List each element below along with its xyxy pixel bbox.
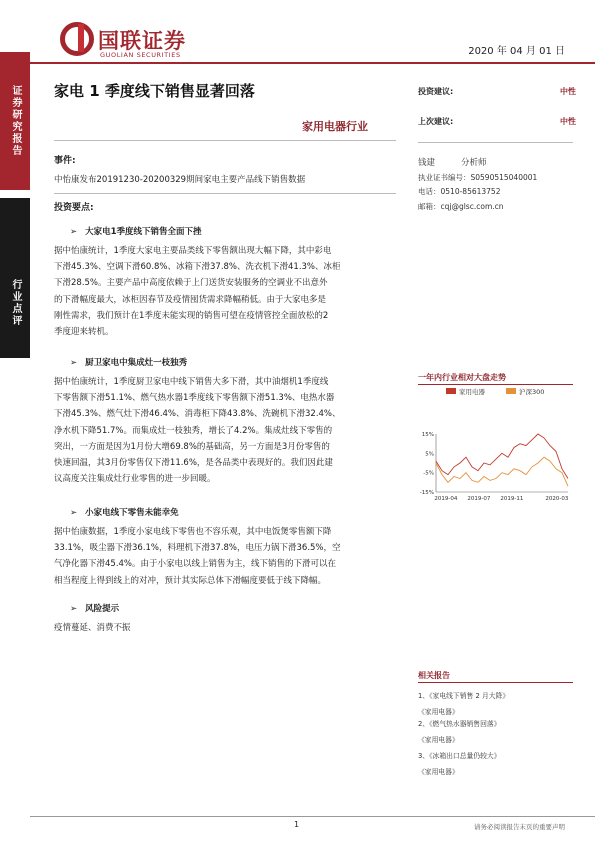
points-heading: 投资要点: [54, 203, 94, 213]
report-title: 家电 1 季度线下销售显著回落 [54, 82, 255, 100]
related-report-source: 《家用电器》 [418, 736, 459, 744]
related-report-source: 《家用电器》 [418, 708, 459, 716]
legend-label: 家用电器 [459, 388, 485, 396]
rating-divider [418, 142, 573, 143]
section-title-3: ➢ 小家电线下零售未能幸免 [70, 508, 179, 518]
series-line [436, 457, 568, 486]
section-body-2: 据中怡康统计，1季度厨卫家电中线下销售大多下滑，其中油烟机1季度线 下零售额下滑51.1%、燃气热水器1季度线下零售额下滑51.3%、电热水器 下滑45.3%、燃气灶下滑46.4%、消毒柜下降43.8%、洗碗机下滑32.4%、 净水机下降51.7%。而集成灶一枝独秀，增长了4.2%。集成灶线下零售的 突出，一方面是因为1月份大增69.8%的基础高，另一方面是3月份零售的 快速回温，其3月份零售仅下滑11.6%，是各品类中表现好的。我们因此建 议高度关注集成灶行业零售的进一步回暖。 [54, 377, 341, 485]
footer-divider [30, 816, 595, 817]
analyst-email: 邮箱：cqj@glsc.com.cn [418, 202, 504, 211]
logo-name-cn: 国联证券 [98, 29, 186, 53]
prev-rating-label: 上次建议: [418, 117, 454, 126]
invest-rating-value: 中性 [560, 87, 576, 96]
y-tick-label: -15% [419, 490, 434, 496]
page-number: 1 [294, 820, 300, 829]
title-divider [54, 140, 396, 141]
x-tick-label: 2019-04 [434, 496, 458, 502]
section-title-2: ➢ 厨卫家电中集成灶一枝独秀 [70, 358, 188, 368]
section-title-1: ➢ 大家电1季度线下销售全面下挫 [70, 227, 202, 237]
related-report-source: 《家用电器》 [418, 768, 459, 776]
legend-swatch [506, 388, 516, 394]
legend-swatch [446, 388, 456, 394]
events-text: 中怡康发布20191230-20200329期间家电主要产品线下销售数据 [54, 175, 306, 185]
chart-title: 一年内行业相对大盘走势 [418, 373, 506, 382]
sidebar-report-type: 证券研究报告 [0, 52, 30, 190]
sidebar-report-category: 行业点评 [0, 198, 30, 358]
y-tick-label: 15% [421, 432, 434, 438]
related-divider [418, 682, 573, 683]
section-body-risk: 疫情蔓延、消费不振 [54, 623, 131, 633]
related-report-title: 3、《冰箱出口总量仍较大》 [418, 752, 501, 760]
analyst-cert: 执业证书编号：S0590515040001 [418, 173, 538, 182]
analyst-name: 钱建 分析师 [418, 158, 487, 168]
relative-performance-chart [418, 386, 576, 516]
section-title-risk: ➢ 风险提示 [70, 604, 120, 614]
related-report-title: 1、《家电线下销售 2 月大降》 [418, 692, 510, 700]
header-divider [30, 62, 595, 64]
x-tick-label: 2019-11 [500, 496, 524, 502]
report-date: 2020 年 04 月 01 日 [468, 46, 565, 57]
events-heading: 事件: [54, 156, 76, 166]
section-body-1: 据中怡康统计，1季度大家电主要品类线下零售额出现大幅下降，其中彩电 下滑45.3%、空调下滑60.8%、冰箱下滑37.8%、洗衣机下滑41.3%、冰柜 下滑28.5%。主要产品中高度依赖于上门送货安装服务的空调业不出意外 的下滑幅度最大，冰柜因春节及疫情囤货需求降幅稍低。由于大家电多是 刚性需求，我们预计在1季度未能实现的销售可望在疫情管控全面放松的2 季度迎来转机。 [54, 246, 341, 338]
y-tick-label: -5% [423, 470, 434, 477]
y-tick-label: 5% [425, 451, 434, 458]
related-report-3 [418, 750, 501, 776]
series-line [436, 434, 568, 479]
logo-icon [60, 22, 94, 56]
chart-title-divider [418, 384, 573, 385]
legend-label: 沪深300 [519, 388, 545, 396]
disclaimer-note: 请务必阅读报告末页的重要声明 [474, 823, 565, 831]
related-report-title: 2、《燃气热水器销售回落》 [418, 720, 501, 728]
related-report-2 [418, 718, 501, 744]
logo-name-en: GUOLIAN SECURITIES [100, 51, 181, 59]
logo-bar-icon [78, 24, 84, 52]
x-tick-label: 2020-03 [545, 496, 569, 502]
related-report-1 [418, 690, 509, 716]
invest-rating-label: 投资建议: [418, 87, 454, 96]
section-body-3: 据中怡康数据，1季度小家电线下零售也不容乐观，其中电饭煲零售额下降 33.1%，吸尘器下滑36.1%，料理机下滑37.8%，电压力锅下滑36.5%，空 气净化器下滑45.4%。由于小家电以线上销售为主，线下销售的下滑可以在 相当程度上得到线上的对冲，预计其实际总体下滑幅度要低于线下降幅。 [54, 527, 341, 586]
prev-rating-value: 中性 [560, 117, 576, 126]
events-divider [54, 193, 396, 194]
industry-label: 家用电器行业 [302, 120, 368, 133]
related-reports-title: 相关报告 [418, 671, 450, 680]
analyst-phone: 电话：0510-85613752 [418, 187, 501, 196]
x-tick-label: 2019-07 [467, 496, 491, 502]
